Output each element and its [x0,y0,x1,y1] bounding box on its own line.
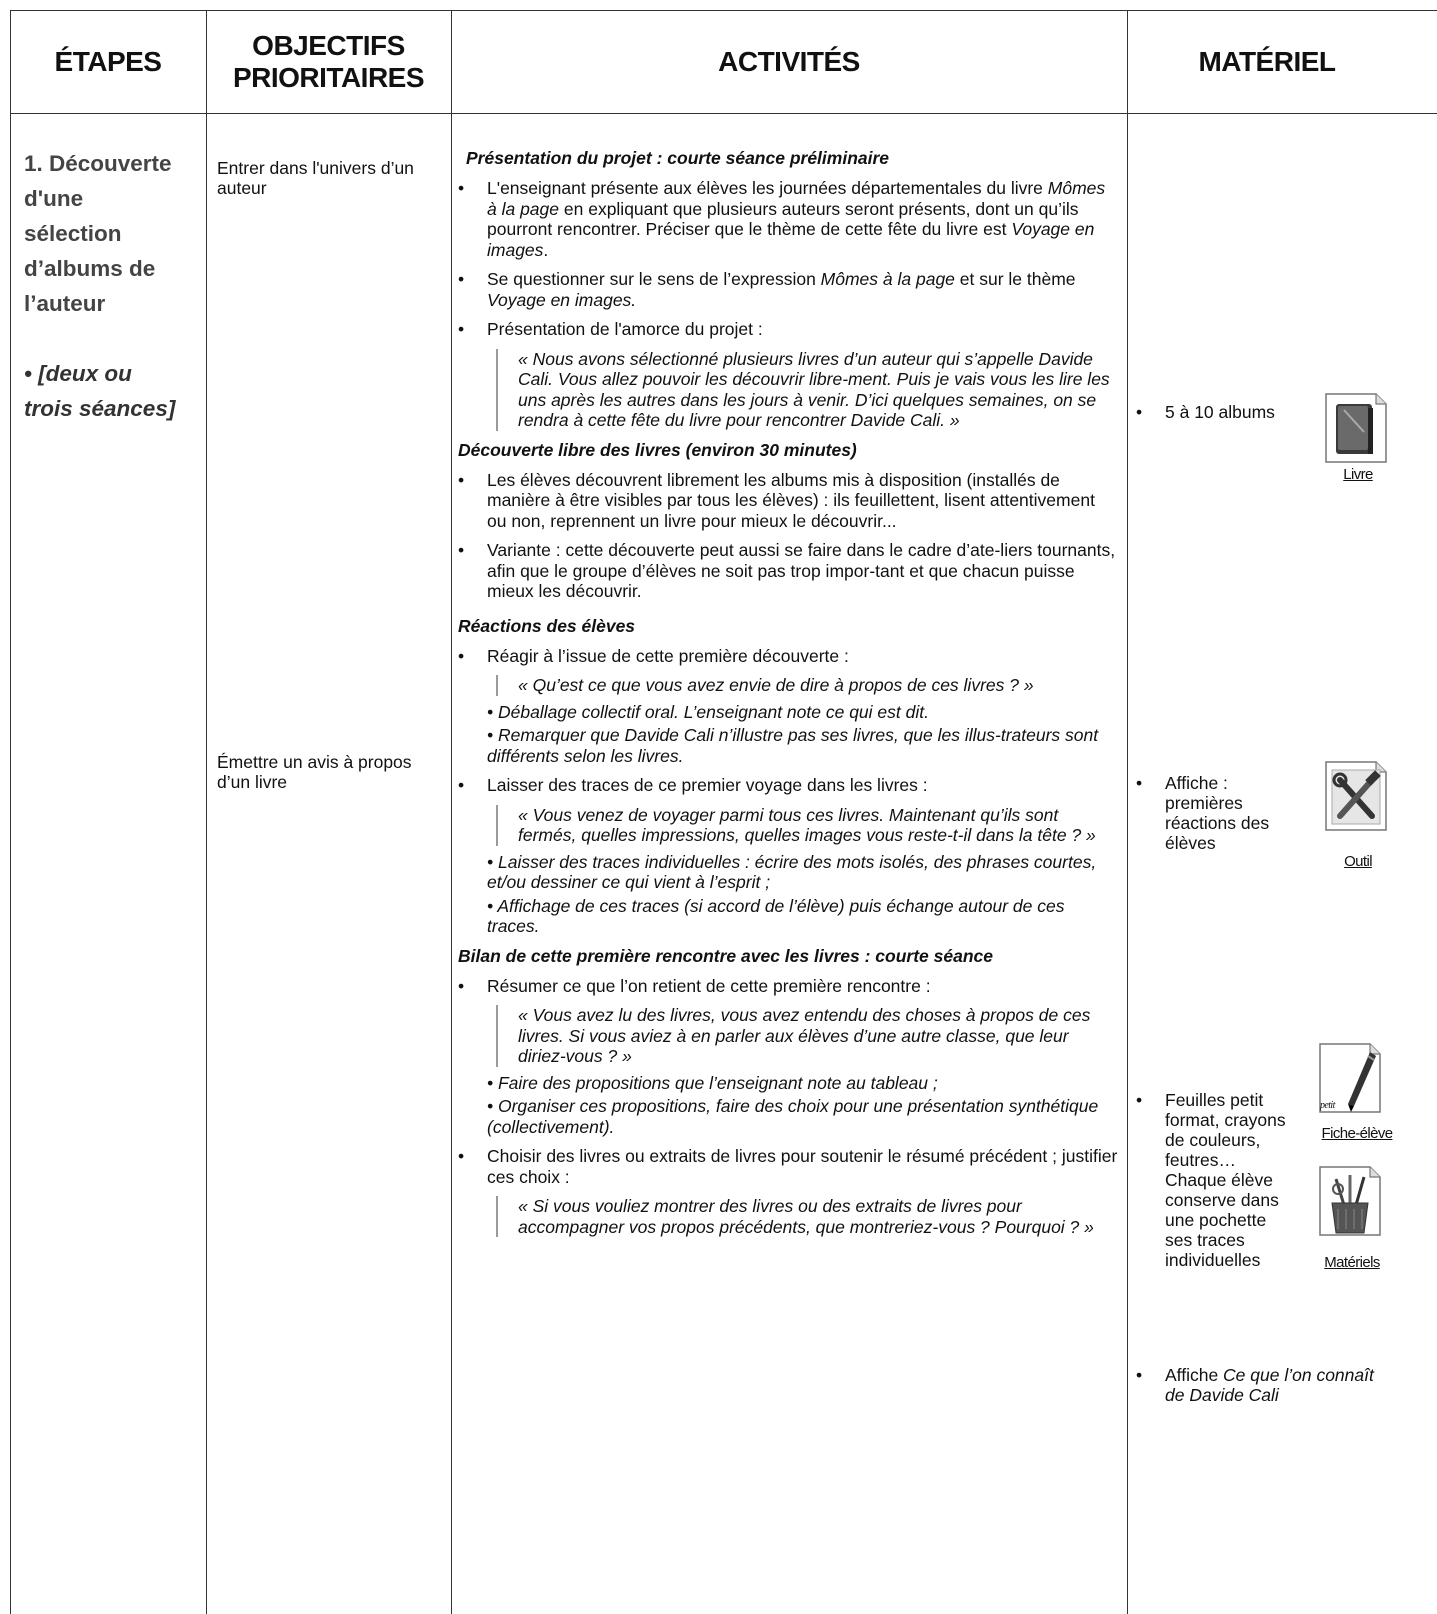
header-materiel: MATÉRIEL [1198,45,1336,77]
etape-line: 1. Découverte [24,151,172,176]
icon-caption: Matériels [1324,1254,1380,1271]
icon-caption-petit: petit [1320,1100,1335,1111]
list-item: • Les élèves découvrent librement les albums mis à disposition (installés de manière à être visibles par tous les élèves) : ils feuillettent, lisent attentivement ou non, reprennent un livre pour mieux le découvrir... [458,470,1118,532]
list-item: • Présentation de l'amorce du projet : « Nous avons sélectionné plusieurs livres d’un auteur qui s’appelle Davide Cali. Vous allez pouvoir les découvrir libre-ment. Puis je vais vous les lire les uns après les autres dans les jours à venir. D’ici quelques semaines, on se rendra à cette fête du livre pour rencontrer Davide Cali. » [458,319,1118,431]
header-activites: ACTIVITÉS [718,45,860,77]
icon-caption: Livre [1343,466,1373,483]
activity-section [458,616,1118,937]
list-item: • Variante : cette découverte peut aussi se faire dans le cadre d’ate-liers tournants, afin que le groupe d’élèves ne soit pas trop impor-tant et que chacun puisse mieux les découvrir. [458,540,1118,602]
column-divider [206,10,207,1614]
bullet-list [458,646,1118,937]
bullet-list [458,470,1118,602]
objectif-2: Émettre un avis à propos d’un livre [217,752,412,792]
quote: « Si vous vouliez montrer des livres ou des extraits de livres pour accompagner vos propos précédents, que montreriez-vous ? Pourquoi ? » [496,1196,1118,1237]
materiel-text: Affiche : premières réactions des élèves [1165,773,1270,853]
bullet-list [458,178,1118,431]
quote: « Vous avez lu des livres, vous avez entendu des choses à propos de ces livres. Si vous aviez à en parler aux élèves d’une autre classe, que leur diriez-vous ? » [496,1005,1118,1067]
quote: « Vous venez de voyager parmi tous ces livres. Maintenant qu’ils sont fermés, quelles impressions, quelles images vous reste-t-il dans la tête ? » [496,805,1118,846]
quote: « Qu’est ce que vous avez envie de dire à propos de ces livres ? » [496,675,1118,696]
header-objectifs [206,10,451,113]
materiel-text: 5 à 10 albums [1165,402,1275,422]
sub-item: • Affichage de ces traces (si accord de l’élève) puis échange autour de ces traces. [487,895,1065,936]
bullet-list [458,976,1118,1238]
icon-caption: Fiche-élève [1321,1125,1393,1142]
sub-item: • Déballage collectif oral. L’enseignant note ce qui est dit. [487,701,929,722]
list-item: • Réagir à l’issue de cette première découverte : « Qu’est ce que vous avez envie de dire à propos de ces livres ? » • Déballage collectif oral. L’enseignant note ce qui est dit. • Remarquer que Davide Cali n’illustre pas ses livres, que les illus-trateurs sont différents selon les livres. [458,646,1118,767]
sub-item: • Laisser des traces individuelles : écrire des mots isolés, des phrases courtes, et/ou dessiner ce qui vient à l’esprit ; [487,851,1097,892]
activity-section [458,148,1118,431]
section-title: Présentation du projet : courte séance préliminaire [466,148,890,168]
etape-title [24,146,200,426]
section-title: Réactions des élèves [458,615,636,636]
objectif-1: Entrer dans l'univers d’un auteur [217,158,414,198]
list-item: • Laisser des traces de ce premier voyage dans les livres : « Vous venez de voyager parmi tous ces livres. Maintenant qu’ils sont fermés, quelles impressions, quelles images vous reste-t-il dans la tête ? » • Laisser des traces individuelles : écrire des mots isolés, des phrases courtes, et/ou dessiner ce qui vient à l’esprit ; • Affichage de ces traces (si accord de l’élève) puis échange autour de ces traces. [458,775,1118,937]
section-title: Bilan de cette première rencontre avec les livres : courte séance [458,945,993,966]
list-item: • L'enseignant présente aux élèves les journées départementales du livre Mômes à la page en expliquant que plusieurs auteurs seront présents, dont un qu’ils pourront rencontrer. Préciser que le thème de cette fête du livre est Voyage en images. [458,178,1118,260]
etape-line: l’auteur [24,291,106,316]
list-item: • Résumer ce que l’on retient de cette première rencontre : « Vous avez lu des livres, vous avez entendu des choses à propos de ces livres. Si vous aviez à en parler aux élèves d’une autre classe, que leur diriez-vous ? » • Faire des propositions que l’enseignant note au tableau ; • Organiser ces propositions, faire des choix pour une présentation synthétique (collectivement). [458,976,1118,1138]
etape-sessions [24,356,200,426]
book-icon [1324,392,1388,464]
etape-line: sélection [24,221,122,246]
activity-section [458,946,1118,1238]
pencil-cup-icon [1318,1165,1382,1237]
tools-icon [1324,760,1388,832]
list-item: • Choisir des livres ou extraits de livres pour soutenir le résumé précédent ; justifier ces choix : « Si vous vouliez montrer des livres ou des extraits de livres pour accompagner vos propos précédents, que montreriez-vous ? Pourquoi ? » [458,1146,1118,1237]
column-divider [451,10,452,1614]
sub-item: • Organiser ces propositions, faire des choix pour une présentation synthétique (collectivement). [487,1096,1099,1137]
sub-item: • Faire des propositions que l’enseignant note au tableau ; [487,1072,938,1093]
etape-line: d'une [24,186,84,211]
activities-content [458,148,1118,1246]
header-objectifs-line1: OBJECTIFS [252,29,405,61]
header-objectifs-line2: PRIORITAIRES [232,61,425,93]
materiel-text: Feuilles petit format, crayons de couleurs, feutres… Chaque élève conserve dans une pochette ses traces individuelles [1165,1090,1286,1270]
header-divider [10,113,1437,114]
materiel-text: Affiche Ce que l’on connaît de Davide Cali [1165,1365,1374,1405]
section-title: Découverte libre des livres (environ 30 minutes) [458,439,857,460]
header-etapes: ÉTAPES [54,45,162,77]
etape-line: d’albums de [24,256,156,281]
icon-caption: Outil [1344,853,1372,870]
activity-section [458,440,1118,602]
sub-item: • Remarquer que Davide Cali n’illustre pas ses livres, que les illus-trateurs sont différents selon les livres. [487,725,1099,766]
list-item: • Se questionner sur le sens de l’expression Mômes à la page et sur le thème Voyage en images. [458,269,1118,310]
quote: « Nous avons sélectionné plusieurs livres d’un auteur qui s’appelle Davide Cali. Vous allez pouvoir les découvrir libre-ment. Puis je vais vous les lire les uns après les autres dans les jours à venir. D’ici quelques semaines, on se rendra à cette fête du livre pour rencontrer Davide Cali. » [496,349,1118,431]
sessions-line: trois séances] [24,396,176,421]
column-divider [1127,10,1128,1614]
sessions-line: • [deux ou [24,361,132,386]
